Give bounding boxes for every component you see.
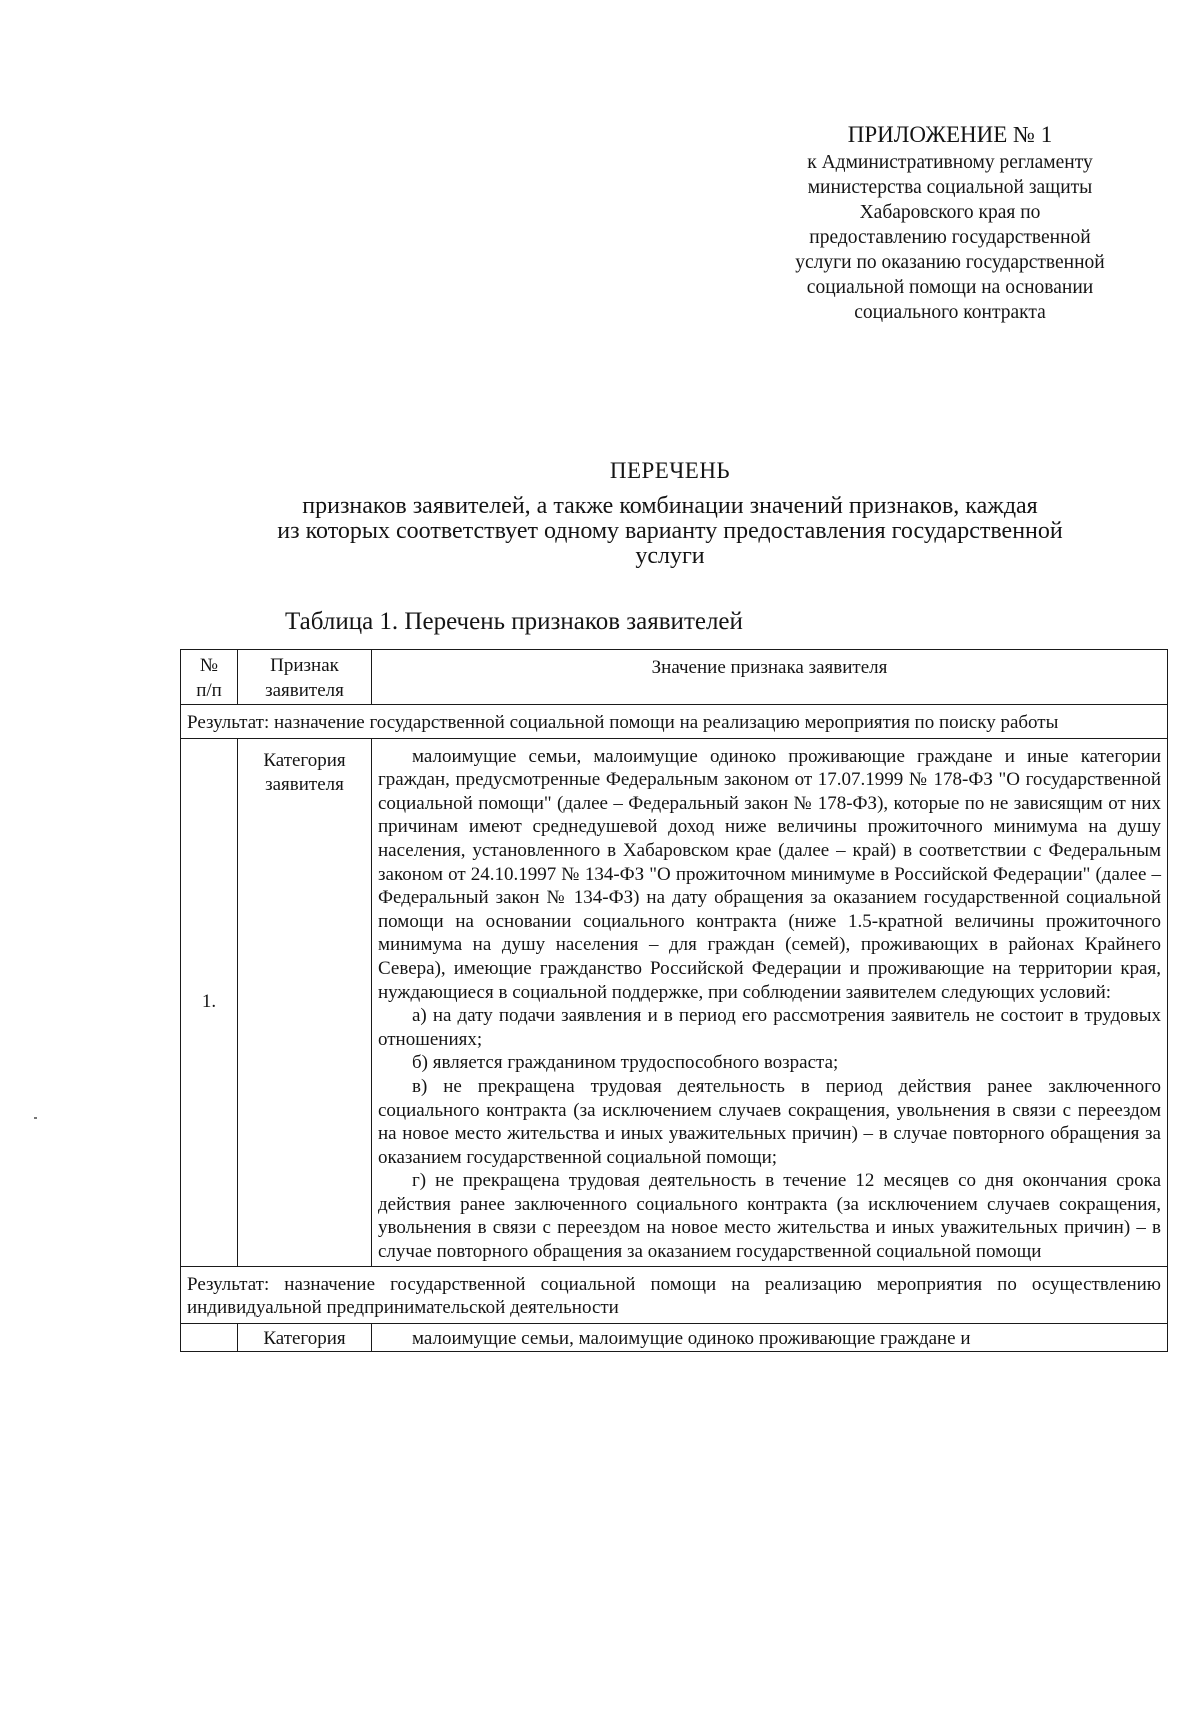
appendix-line: предоставлению государственной (809, 227, 1091, 248)
value-paragraph: малоимущие семьи, малоимущие одиноко проживающие граждане и (412, 1327, 971, 1349)
subtitle-line: признаков заявителей, а также комбинации значений признаков, каждая (302, 493, 1038, 519)
document-heading (190, 456, 1150, 569)
value-cell (372, 1323, 1168, 1351)
sign-line: Категория (263, 749, 346, 771)
result-text: Результат: назначение государственной социальной помощи на реализацию мероприятия по поиску работы (181, 705, 1168, 739)
scan-speck (34, 1117, 37, 1119)
header-sign-cell (238, 650, 372, 705)
header-value-cell: Значение признака заявителя (372, 650, 1168, 705)
value-paragraph: малоимущие семьи, малоимущие одиноко проживающие граждане и иные категории граждан, предусмотренные Федеральным законом от 17.07.1999 № 178-ФЗ "О государственной социальной помощи" (далее – Федеральный закон № 178-ФЗ), которые по не зависящим от них причинам имеют среднедушевой доход ниже величины прожиточного минимума на душу населения, установленного в Хабаровском крае (далее – край) в соответствии с Федеральным законом от 24.10.1997 № 134-ФЗ "О прожиточном минимуме в Российской Федерации" (далее – Федеральный закон № 134-ФЗ) на дату обращения за оказанием государственной социальной помощи на основании социального контракта (ниже 1.5-кратной величины прожиточного минимума на душу населения – для граждан (семей), проживающих в районах Крайнего Севера), имеющие гражданство Российской Федерации и проживающие на территории края, нуждающиеся в социальной поддержке, при соблюдении заявителем следующих условий: (378, 745, 1161, 1003)
document-subtitle (190, 494, 1150, 569)
value-cell (372, 738, 1168, 1266)
document-title: ПЕРЕЧЕНЬ (609, 458, 731, 483)
appendix-line: социального контракта (854, 302, 1046, 323)
table-row (181, 738, 1168, 1266)
row-number: 1. (181, 738, 238, 1266)
value-paragraph: г) не прекращена трудовая деятельность в течение 12 месяцев со дня окончания срока действия ранее заключенного социального контракта (за исключением случаев сокращения, увольнения в связи с переездом на новое место жительства и иных уважительных причин) – в случае повторного обращения за оказанием государственной социальной помощи (378, 1170, 1161, 1263)
result-row (181, 1266, 1168, 1323)
value-paragraph: б) является гражданином трудоспособного возраста; (412, 1052, 839, 1074)
header-sign-line: Признак (270, 655, 339, 676)
result-text: Результат: назначение государственной социальной помощи на реализацию мероприятия по осуществлению индивидуальной предпринимательской деятельности (181, 1266, 1168, 1323)
appendix-line: Хабаровского края по (859, 202, 1041, 223)
appendix-line: услуги по оказанию государственной (795, 252, 1105, 273)
appendix-line: к Административному регламенту (807, 152, 1093, 173)
row-number (181, 1323, 238, 1351)
applicant-signs-table (180, 649, 1168, 1352)
result-row (181, 705, 1168, 739)
appendix-line: социальной помощи на основании (806, 277, 1094, 298)
sign-cell: Категория (238, 1323, 372, 1351)
appendix-title: ПРИЛОЖЕНИЕ № 1 (847, 122, 1053, 147)
appendix-block (730, 120, 1170, 325)
table-header-row (181, 650, 1168, 705)
header-num-line: № (199, 655, 219, 676)
header-num-line: п/п (196, 680, 222, 701)
value-paragraph: а) на дату подачи заявления и в период его рассмотрения заявитель не состоит в трудовых отношениях; (378, 1005, 1161, 1050)
header-sign-line: заявителя (265, 680, 344, 701)
appendix-line: министерства социальной защиты (807, 177, 1093, 198)
sign-line: заявителя (265, 773, 344, 795)
header-num-cell (181, 650, 238, 705)
sign-cell (238, 738, 372, 1266)
table-row (181, 1323, 1168, 1351)
subtitle-line: услуги (635, 543, 705, 569)
table-caption: Таблица 1. Перечень признаков заявителей (285, 608, 743, 635)
subtitle-line: из которых соответствует одному варианту предоставления государственной (277, 518, 1063, 544)
value-paragraph: в) не прекращена трудовая деятельность в период действия ранее заключенного социального контракта (за исключением случаев сокращения, увольнения в связи с переездом на новое место жительства и иных уважительных причин) – в случае повторного обращения за оказанием государственной социальной помощи; (378, 1075, 1161, 1168)
